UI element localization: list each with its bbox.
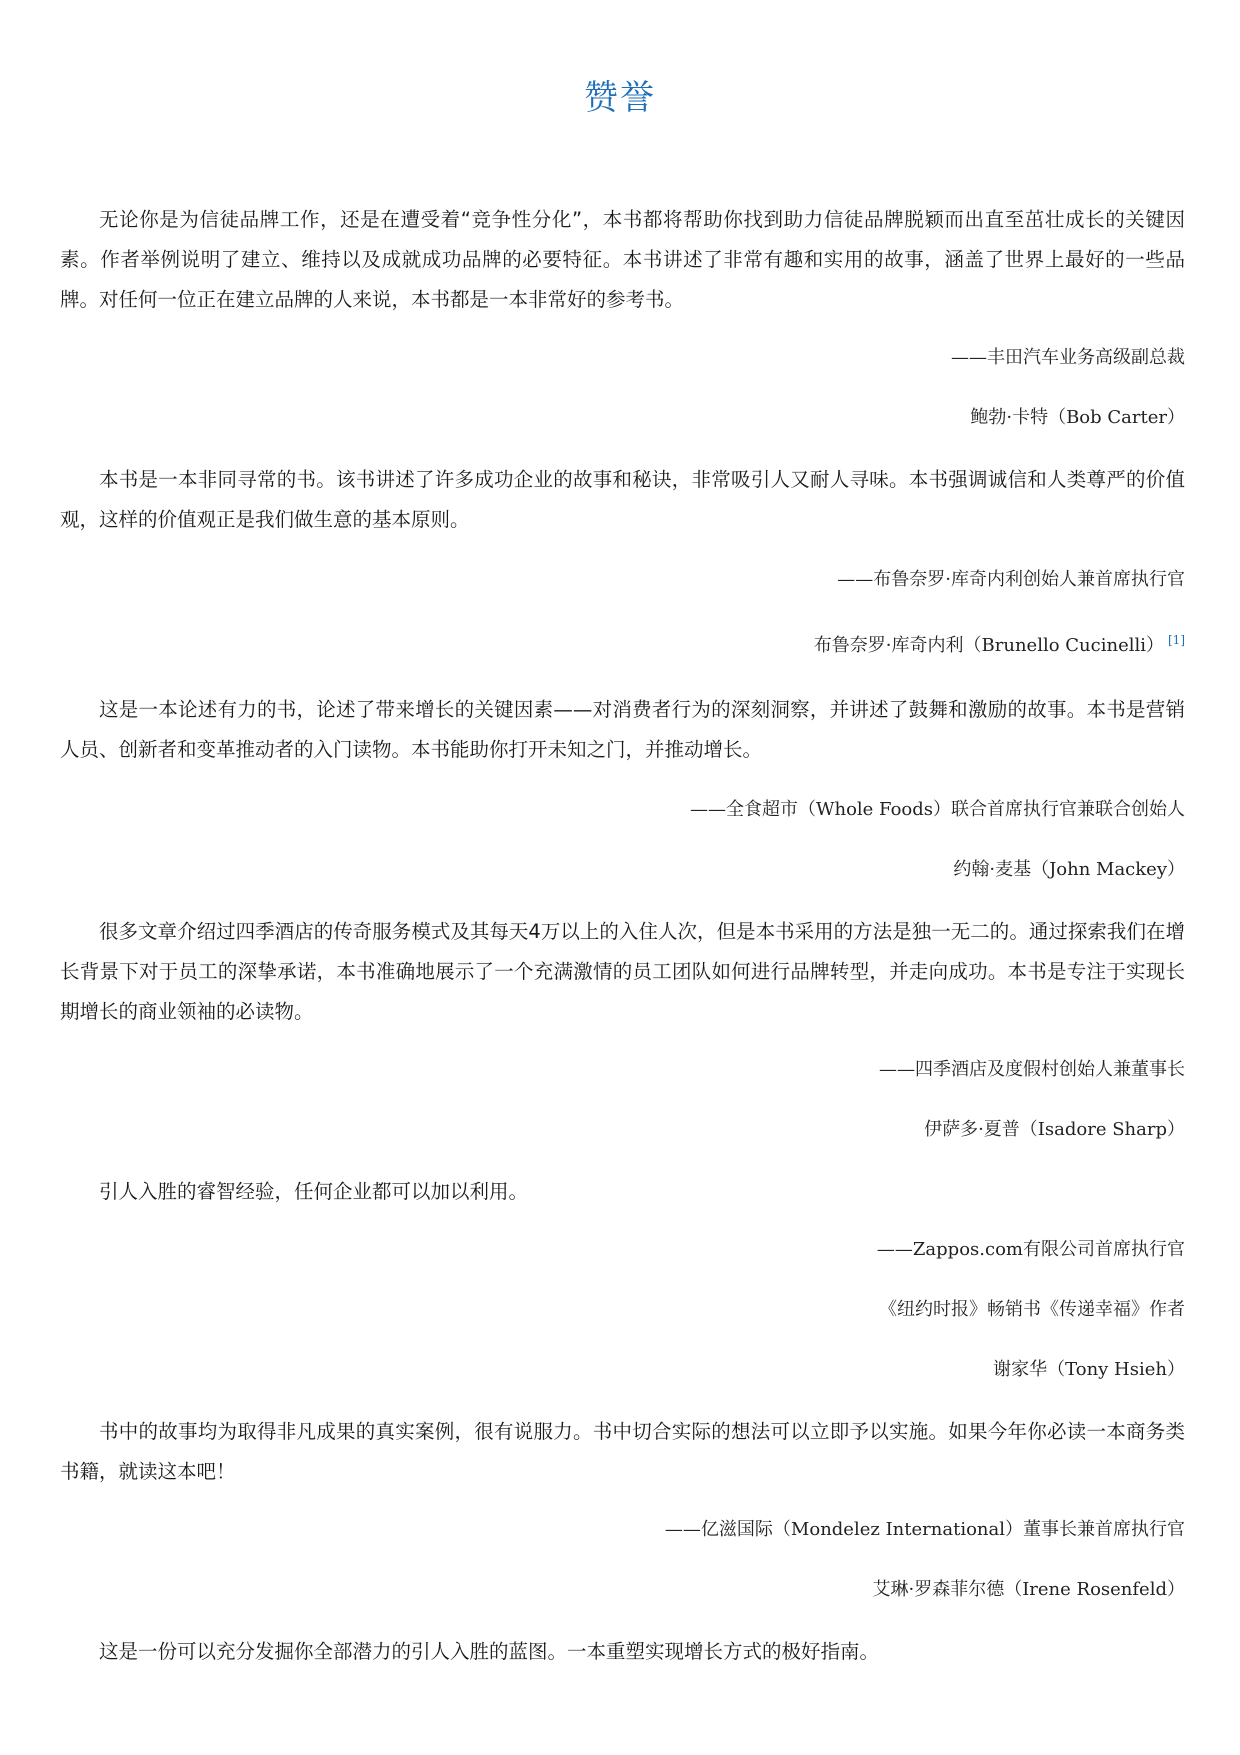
footnote-link[interactable]: [1] [1168, 633, 1185, 647]
blurb-text: 书中的故事均为取得非凡成果的真实案例，很有说服力。书中切合实际的想法可以立即予以实施。如果今年你必读一本商务类书籍，就读这本吧！ [60, 1420, 1185, 1483]
blurb-text: 无论你是为信徒品牌工作，还是在遭受着“竞争性分化”，本书都将帮助你找到助力信徒品牌脱颖而出直至茁壮成长的关键因素。作者举例说明了建立、维持以及成就成功品牌的必要特征。本书讲述了非常有趣和实用的故事，涵盖了世界上最好的一些品牌。对任何一位正在建立品牌的人来说，本书都是一本非常好的参考书。 [60, 208, 1185, 311]
attribution-name: 鲍勃·卡特（Bob Carter） [970, 407, 1185, 428]
attribution-name: 艾琳·罗森菲尔德（Irene Rosenfeld） [872, 1579, 1185, 1600]
blurb-text: 引人入胜的睿智经验，任何企业都可以加以利用。 [99, 1180, 529, 1203]
attribution-name: 约翰·麦基（John Mackey） [953, 859, 1185, 880]
attribution-name: 谢家华（Tony Hsieh） [993, 1359, 1185, 1380]
blurb-text: 很多文章介绍过四季酒店的传奇服务模式及其每天4万以上的入住人次，但是本书采用的方法是独一无二的。通过探索我们在增长背景下对于员工的深挚承诺，本书准确地展示了一个充满激情的员工团队如何进行品牌转型，并走向成功。本书是专注于实现长期增长的商业领袖的必读物。 [60, 920, 1185, 1023]
attribution-name: 布鲁奈罗·库奇内利（Brunello Cucinelli） [813, 635, 1164, 656]
attribution-line: ——四季酒店及度假村创始人兼董事长 [879, 1059, 1185, 1080]
attribution-line: 《纽约时报》畅销书《传递幸福》作者 [879, 1299, 1185, 1320]
attribution-line: ——布鲁奈罗·库奇内利创始人兼首席执行官 [837, 569, 1185, 590]
attribution-name-with-footnote [814, 626, 1185, 660]
blurb-text: 本书是一本非同寻常的书。该书讲述了许多成功企业的故事和秘诀，非常吸引人又耐人寻味。本书强调诚信和人类尊严的价值观，这样的价值观正是我们做生意的基本原则。 [60, 468, 1185, 531]
blurb-text: 这是一本论述有力的书，论述了带来增长的关键因素——对消费者行为的深刻洞察，并讲述了鼓舞和激励的故事。本书是营销人员、创新者和变革推动者的入门读物。本书能助你打开未知之门，并推动增长。 [60, 698, 1185, 761]
attribution-line: ——全食超市（Whole Foods）联合首席执行官兼联合创始人 [690, 799, 1185, 820]
attribution-line: ——丰田汽车业务高级副总裁 [951, 347, 1185, 368]
page-title: 赞誉 [584, 78, 656, 118]
attribution-line: ——亿滋国际（Mondelez International）董事长兼首席执行官 [664, 1519, 1185, 1540]
attribution-name: 伊萨多·夏普（Isadore Sharp） [924, 1119, 1185, 1140]
blurb-text: 这是一份可以充分发掘你全部潜力的引人入胜的蓝图。一本重塑实现增长方式的极好指南。 [99, 1640, 880, 1663]
attribution-line: ——Zappos.com有限公司首席执行官 [876, 1239, 1185, 1260]
